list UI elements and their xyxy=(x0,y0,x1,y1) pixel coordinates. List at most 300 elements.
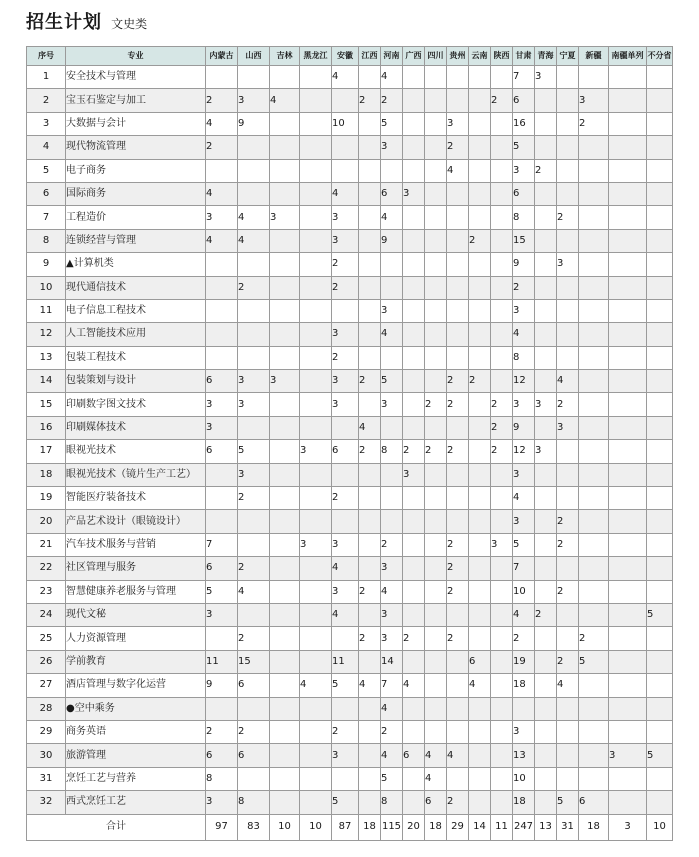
quota-cell xyxy=(647,370,673,393)
quota-cell: 2 xyxy=(332,276,359,299)
quota-cell: 2 xyxy=(359,440,381,463)
quota-cell xyxy=(332,136,359,159)
total-cell: 29 xyxy=(447,814,469,840)
quota-cell: 3 xyxy=(206,206,238,229)
quota-cell xyxy=(300,416,332,439)
quota-cell: 3 xyxy=(206,603,238,626)
quota-cell xyxy=(579,159,609,182)
row-number: 8 xyxy=(27,229,66,252)
quota-cell: 7 xyxy=(513,557,535,580)
quota-cell: 3 xyxy=(381,299,403,322)
quota-cell xyxy=(647,650,673,673)
row-number: 3 xyxy=(27,112,66,135)
quota-cell xyxy=(535,136,557,159)
quota-cell: 5 xyxy=(647,603,673,626)
major-name: ●空中乘务 xyxy=(66,697,206,720)
quota-cell: 3 xyxy=(535,393,557,416)
quota-cell xyxy=(535,112,557,135)
quota-cell: 13 xyxy=(513,744,535,767)
quota-cell xyxy=(300,510,332,533)
quota-cell xyxy=(557,557,579,580)
quota-cell: 5 xyxy=(332,791,359,814)
quota-cell xyxy=(579,510,609,533)
quota-cell xyxy=(535,627,557,650)
quota-cell xyxy=(425,533,447,556)
quota-cell xyxy=(359,276,381,299)
quota-cell: 7 xyxy=(381,674,403,697)
row-number: 9 xyxy=(27,253,66,276)
quota-cell xyxy=(300,767,332,790)
major-name: ▲计算机类 xyxy=(66,253,206,276)
quota-cell xyxy=(206,510,238,533)
table-row xyxy=(27,744,673,767)
quota-cell xyxy=(270,276,300,299)
quota-cell xyxy=(469,206,491,229)
quota-cell: 4 xyxy=(557,674,579,697)
quota-cell xyxy=(535,580,557,603)
quota-cell xyxy=(425,697,447,720)
quota-cell xyxy=(557,346,579,369)
table-row xyxy=(27,66,673,89)
quota-cell xyxy=(447,89,469,112)
quota-cell xyxy=(238,697,270,720)
major-name: 西式烹饪工艺 xyxy=(66,791,206,814)
table-row xyxy=(27,370,673,393)
total-row xyxy=(27,814,673,840)
quota-cell: 2 xyxy=(238,487,270,510)
quota-cell: 4 xyxy=(206,112,238,135)
quota-cell xyxy=(447,346,469,369)
quota-cell xyxy=(579,229,609,252)
quota-cell: 4 xyxy=(300,674,332,697)
total-cell: 10 xyxy=(300,814,332,840)
quota-cell xyxy=(206,253,238,276)
quota-cell xyxy=(447,253,469,276)
quota-cell: 3 xyxy=(332,744,359,767)
quota-cell: 4 xyxy=(332,66,359,89)
quota-cell: 6 xyxy=(206,557,238,580)
quota-cell xyxy=(647,159,673,182)
quota-cell xyxy=(647,89,673,112)
quota-cell xyxy=(447,66,469,89)
quota-cell: 4 xyxy=(206,229,238,252)
quota-cell xyxy=(579,697,609,720)
quota-cell: 9 xyxy=(381,229,403,252)
quota-cell: 2 xyxy=(579,627,609,650)
table-row xyxy=(27,182,673,205)
quota-cell: 4 xyxy=(359,674,381,697)
quota-cell xyxy=(425,416,447,439)
quota-cell xyxy=(300,206,332,229)
quota-cell xyxy=(381,276,403,299)
quota-cell xyxy=(647,791,673,814)
quota-cell xyxy=(270,416,300,439)
quota-cell: 3 xyxy=(381,627,403,650)
quota-cell xyxy=(300,487,332,510)
quota-cell xyxy=(270,697,300,720)
quota-cell xyxy=(579,416,609,439)
quota-cell xyxy=(535,229,557,252)
quota-cell xyxy=(535,299,557,322)
table-row xyxy=(27,393,673,416)
quota-cell: 2 xyxy=(491,416,513,439)
quota-cell xyxy=(609,393,647,416)
quota-cell xyxy=(491,346,513,369)
quota-cell xyxy=(609,206,647,229)
quota-cell xyxy=(491,650,513,673)
quota-cell: 4 xyxy=(403,674,425,697)
quota-cell xyxy=(381,463,403,486)
quota-cell xyxy=(270,136,300,159)
quota-cell: 3 xyxy=(332,533,359,556)
total-cell: 115 xyxy=(381,814,403,840)
row-number: 14 xyxy=(27,370,66,393)
quota-cell xyxy=(557,136,579,159)
major-name: 现代文秘 xyxy=(66,603,206,626)
quota-cell: 10 xyxy=(513,580,535,603)
quota-cell xyxy=(647,487,673,510)
quota-cell xyxy=(535,697,557,720)
quota-cell xyxy=(270,603,300,626)
quota-cell xyxy=(609,229,647,252)
quota-cell xyxy=(403,299,425,322)
quota-cell: 4 xyxy=(359,416,381,439)
quota-cell: 4 xyxy=(206,182,238,205)
quota-cell xyxy=(535,276,557,299)
major-name: 产品艺术设计（眼镜设计） xyxy=(66,510,206,533)
quota-cell xyxy=(557,299,579,322)
quota-cell xyxy=(425,510,447,533)
quota-cell xyxy=(270,627,300,650)
quota-cell xyxy=(647,346,673,369)
major-name: 印刷数字图文技术 xyxy=(66,393,206,416)
quota-cell xyxy=(270,253,300,276)
quota-cell xyxy=(579,299,609,322)
quota-cell xyxy=(403,276,425,299)
quota-cell: 2 xyxy=(447,580,469,603)
row-number: 31 xyxy=(27,767,66,790)
quota-cell xyxy=(206,276,238,299)
quota-cell xyxy=(300,744,332,767)
quota-cell xyxy=(491,487,513,510)
total-cell: 3 xyxy=(609,814,647,840)
table-row xyxy=(27,89,673,112)
quota-cell xyxy=(647,393,673,416)
quota-cell xyxy=(300,253,332,276)
quota-cell: 18 xyxy=(513,674,535,697)
quota-cell: 3 xyxy=(513,720,535,743)
quota-cell xyxy=(425,674,447,697)
major-name: 眼视光技术 xyxy=(66,440,206,463)
quota-cell xyxy=(300,603,332,626)
quota-cell xyxy=(300,299,332,322)
quota-cell xyxy=(238,323,270,346)
quota-cell xyxy=(609,697,647,720)
quota-cell xyxy=(609,416,647,439)
quota-cell xyxy=(609,580,647,603)
quota-cell: 3 xyxy=(513,463,535,486)
quota-cell xyxy=(491,206,513,229)
column-header: 青海 xyxy=(535,47,557,66)
column-header: 新疆 xyxy=(579,47,609,66)
quota-cell: 2 xyxy=(332,253,359,276)
quota-cell xyxy=(491,744,513,767)
column-header: 广西 xyxy=(403,47,425,66)
quota-cell: 3 xyxy=(557,416,579,439)
quota-cell xyxy=(647,440,673,463)
quota-cell xyxy=(647,323,673,346)
quota-cell: 4 xyxy=(381,66,403,89)
quota-cell: 4 xyxy=(238,229,270,252)
quota-cell: 2 xyxy=(557,533,579,556)
quota-cell xyxy=(206,159,238,182)
column-header: 不分省 xyxy=(647,47,673,66)
quota-cell xyxy=(469,112,491,135)
quota-cell: 6 xyxy=(332,440,359,463)
quota-cell xyxy=(469,393,491,416)
quota-cell: 12 xyxy=(513,440,535,463)
quota-cell xyxy=(270,767,300,790)
total-cell: 87 xyxy=(332,814,359,840)
quota-cell: 10 xyxy=(332,112,359,135)
quota-cell xyxy=(403,206,425,229)
quota-cell xyxy=(469,159,491,182)
quota-cell xyxy=(469,791,491,814)
row-number: 17 xyxy=(27,440,66,463)
quota-cell xyxy=(609,159,647,182)
table-row xyxy=(27,697,673,720)
major-name: 电子信息工程技术 xyxy=(66,299,206,322)
quota-cell xyxy=(381,159,403,182)
quota-cell xyxy=(238,253,270,276)
quota-cell xyxy=(609,650,647,673)
quota-cell xyxy=(579,440,609,463)
total-cell: 18 xyxy=(425,814,447,840)
quota-cell: 12 xyxy=(513,370,535,393)
table-row xyxy=(27,674,673,697)
quota-cell xyxy=(579,323,609,346)
quota-cell xyxy=(647,112,673,135)
quota-cell xyxy=(403,136,425,159)
table-row xyxy=(27,112,673,135)
column-header: 江西 xyxy=(359,47,381,66)
quota-cell xyxy=(403,487,425,510)
quota-cell: 3 xyxy=(332,580,359,603)
quota-cell xyxy=(447,487,469,510)
quota-cell xyxy=(647,66,673,89)
quota-cell xyxy=(403,533,425,556)
quota-cell xyxy=(579,276,609,299)
quota-cell xyxy=(513,697,535,720)
quota-cell xyxy=(609,299,647,322)
quota-cell: 2 xyxy=(447,557,469,580)
total-cell: 247 xyxy=(513,814,535,840)
quota-cell xyxy=(491,627,513,650)
quota-cell xyxy=(469,744,491,767)
quota-cell: 8 xyxy=(238,791,270,814)
quota-cell xyxy=(270,182,300,205)
quota-cell xyxy=(647,229,673,252)
quota-cell xyxy=(609,767,647,790)
quota-cell: 6 xyxy=(425,791,447,814)
quota-cell xyxy=(403,253,425,276)
quota-cell xyxy=(609,370,647,393)
quota-cell: 4 xyxy=(381,323,403,346)
major-name: 烹饪工艺与营养 xyxy=(66,767,206,790)
quota-cell xyxy=(491,557,513,580)
quota-cell xyxy=(359,136,381,159)
quota-cell: 2 xyxy=(447,627,469,650)
quota-cell xyxy=(359,603,381,626)
quota-cell xyxy=(359,393,381,416)
quota-cell: 4 xyxy=(513,323,535,346)
row-number: 12 xyxy=(27,323,66,346)
quota-cell xyxy=(609,627,647,650)
quota-cell xyxy=(300,89,332,112)
major-name: 旅游管理 xyxy=(66,744,206,767)
quota-cell xyxy=(332,416,359,439)
table-row xyxy=(27,720,673,743)
quota-cell: 2 xyxy=(332,720,359,743)
quota-cell xyxy=(270,720,300,743)
quota-cell xyxy=(609,346,647,369)
quota-cell xyxy=(300,112,332,135)
quota-cell: 2 xyxy=(359,370,381,393)
quota-cell xyxy=(238,66,270,89)
quota-cell xyxy=(238,416,270,439)
quota-cell xyxy=(359,323,381,346)
quota-cell: 4 xyxy=(425,767,447,790)
quota-cell xyxy=(469,720,491,743)
quota-cell: 4 xyxy=(381,697,403,720)
quota-cell xyxy=(647,206,673,229)
quota-cell xyxy=(270,791,300,814)
quota-cell xyxy=(491,370,513,393)
quota-cell: 2 xyxy=(425,440,447,463)
quota-cell xyxy=(491,720,513,743)
quota-cell xyxy=(557,720,579,743)
quota-cell: 10 xyxy=(513,767,535,790)
quota-cell xyxy=(270,440,300,463)
quota-cell xyxy=(579,66,609,89)
quota-cell: 4 xyxy=(332,557,359,580)
quota-cell: 2 xyxy=(491,89,513,112)
row-number: 7 xyxy=(27,206,66,229)
quota-cell: 3 xyxy=(332,229,359,252)
quota-cell: 5 xyxy=(206,580,238,603)
quota-cell xyxy=(579,720,609,743)
quota-cell: 4 xyxy=(238,580,270,603)
major-name: 汽车技术服务与营销 xyxy=(66,533,206,556)
quota-cell xyxy=(425,182,447,205)
quota-cell: 2 xyxy=(469,229,491,252)
quota-cell xyxy=(469,416,491,439)
quota-cell: 6 xyxy=(381,182,403,205)
quota-cell xyxy=(647,463,673,486)
total-cell: 83 xyxy=(238,814,270,840)
total-cell: 10 xyxy=(270,814,300,840)
quota-cell: 2 xyxy=(359,89,381,112)
quota-cell xyxy=(535,182,557,205)
quota-cell xyxy=(359,791,381,814)
quota-cell xyxy=(579,603,609,626)
quota-cell xyxy=(535,463,557,486)
major-name: 酒店管理与数字化运营 xyxy=(66,674,206,697)
quota-cell xyxy=(300,370,332,393)
quota-cell xyxy=(469,627,491,650)
page-title xyxy=(26,8,147,36)
major-name: 国际商务 xyxy=(66,182,206,205)
quota-cell: 2 xyxy=(206,136,238,159)
row-number: 16 xyxy=(27,416,66,439)
total-cell: 11 xyxy=(491,814,513,840)
quota-cell xyxy=(238,767,270,790)
quota-cell xyxy=(300,323,332,346)
quota-cell xyxy=(491,276,513,299)
quota-cell xyxy=(447,276,469,299)
quota-cell xyxy=(403,603,425,626)
major-name: 包装工程技术 xyxy=(66,346,206,369)
quota-cell xyxy=(557,440,579,463)
quota-cell xyxy=(403,510,425,533)
quota-cell xyxy=(647,136,673,159)
quota-cell xyxy=(469,767,491,790)
quota-cell xyxy=(557,112,579,135)
quota-cell xyxy=(447,650,469,673)
quota-cell xyxy=(359,206,381,229)
row-number: 1 xyxy=(27,66,66,89)
quota-cell: 3 xyxy=(300,533,332,556)
quota-cell xyxy=(206,66,238,89)
quota-cell xyxy=(238,182,270,205)
row-number: 24 xyxy=(27,603,66,626)
quota-cell: 5 xyxy=(557,791,579,814)
quota-cell xyxy=(469,533,491,556)
quota-cell xyxy=(270,650,300,673)
quota-cell xyxy=(359,66,381,89)
quota-cell xyxy=(579,346,609,369)
quota-cell xyxy=(447,323,469,346)
quota-cell xyxy=(425,650,447,673)
quota-cell xyxy=(425,720,447,743)
quota-cell xyxy=(425,299,447,322)
quota-cell xyxy=(491,674,513,697)
table-row xyxy=(27,580,673,603)
table-row xyxy=(27,159,673,182)
quota-cell: 2 xyxy=(557,510,579,533)
quota-cell xyxy=(609,253,647,276)
quota-cell xyxy=(300,66,332,89)
quota-cell xyxy=(557,182,579,205)
quota-cell: 2 xyxy=(332,487,359,510)
quota-cell xyxy=(270,299,300,322)
quota-cell xyxy=(238,159,270,182)
quota-cell xyxy=(579,370,609,393)
quota-cell xyxy=(206,463,238,486)
quota-cell: 4 xyxy=(270,89,300,112)
row-number: 15 xyxy=(27,393,66,416)
quota-cell: 3 xyxy=(332,370,359,393)
quota-cell xyxy=(403,720,425,743)
major-name: 智慧健康养老服务与管理 xyxy=(66,580,206,603)
quota-cell xyxy=(609,66,647,89)
enrollment-plan-table xyxy=(26,46,673,841)
quota-cell xyxy=(535,674,557,697)
table-row xyxy=(27,767,673,790)
quota-cell xyxy=(425,112,447,135)
quota-cell xyxy=(535,370,557,393)
quota-cell xyxy=(609,720,647,743)
